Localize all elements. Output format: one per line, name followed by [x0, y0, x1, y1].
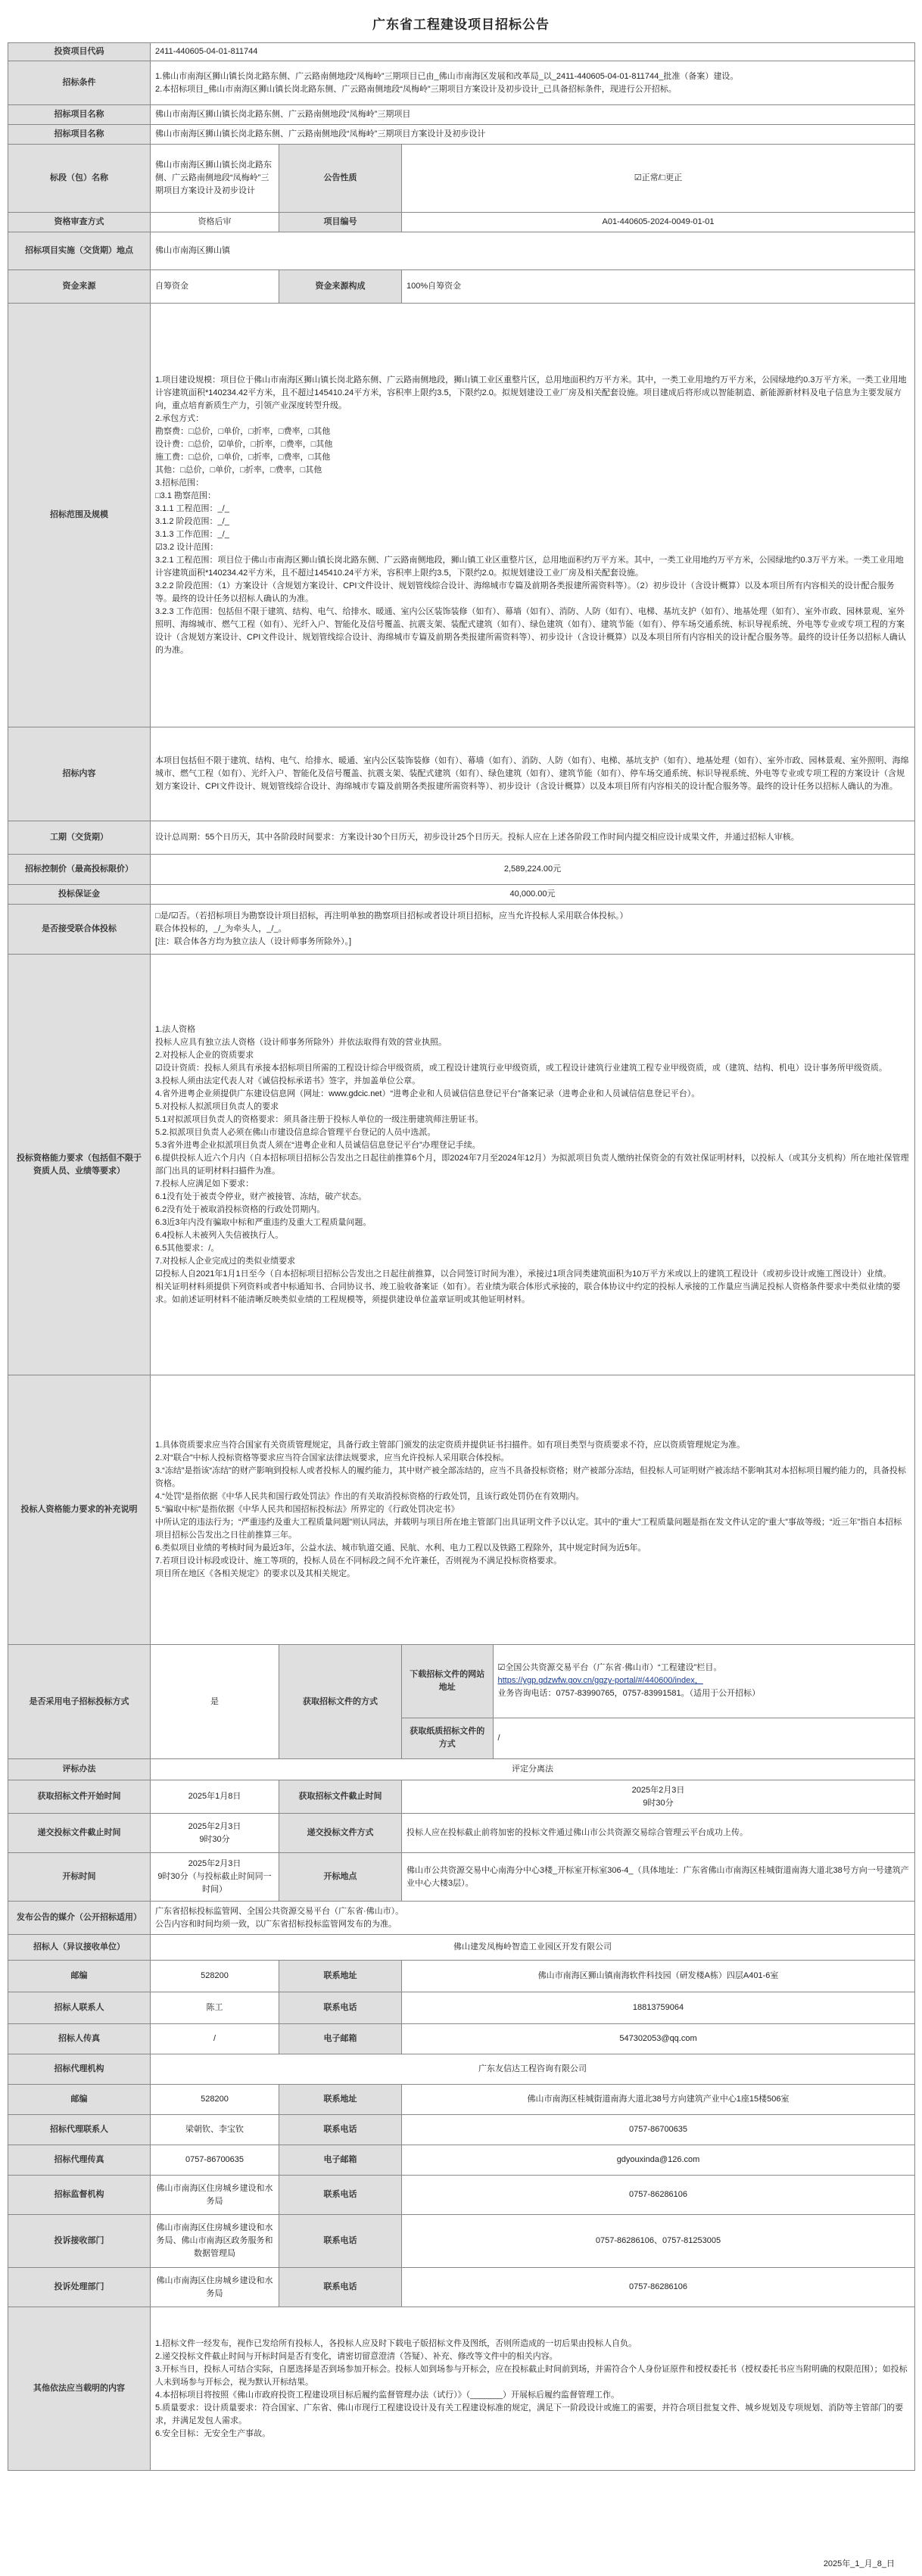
- other-line: 1.具体资质要求应当符合国家有关资质管理规定，具备行政主管部门颁发的法定资质并提供证书扫描件。如有项目类型与资质要求不符，应以资质管理规定为准。: [155, 1441, 746, 1450]
- qual-line: 5.2.拟派项目负责人必须在佛山市建设信息综合管理平台登记的人员中选派。: [155, 1127, 436, 1137]
- label: 招标内容: [8, 727, 151, 821]
- label: 投标保证金: [8, 885, 151, 905]
- value: 547302053@qq.com: [402, 2024, 915, 2054]
- row-e-bid: [8, 1645, 915, 1759]
- label: 获取纸质招标文件的方式: [402, 1718, 493, 1758]
- other-line: 项目所在地区《各相关规定》的要求以及其相关规定。: [155, 1569, 355, 1578]
- label: 下载招标文件的网站地址: [402, 1645, 493, 1718]
- value: [151, 1853, 279, 1902]
- other-line: 3.“冻结”是指该“冻结”的财产影响到投标人或者投标人的履约能力，其中财产被全部冻结的，应当不具备投标资格；财产被部分冻结，但投标人可证明财产被冻结不影响其对本招标项目履约能力的，具备投标资格。: [155, 1466, 906, 1488]
- label: 联系电话: [279, 1992, 402, 2024]
- page-title: 广东省工程建设项目招标公告: [372, 17, 550, 32]
- qual-line: 1.法人资格: [155, 1024, 196, 1034]
- scope-line: 3.1.3 工作范围：_/_: [155, 529, 229, 539]
- label: 联系电话: [279, 2215, 402, 2268]
- label: 招标代理传真: [8, 2145, 151, 2176]
- value: 评定分离法: [151, 1759, 915, 1780]
- value: 528200: [151, 1961, 279, 1992]
- notes-line: 1.招标文件一经发布，视作已发给所有投标人，各投标人应及时下载电子版招标文件及图纸，否则所造成的一切后果由投标人自负。: [155, 2338, 637, 2348]
- label: 招标人传真: [8, 2024, 151, 2054]
- value: 佛山市公共资源交易中心南海分中心3楼_开标室开标室306-4_（具体地址：广东省佛山市南海区桂城街道南海大道北38号方向一号建筑产业中心大楼3层）。: [402, 1853, 915, 1902]
- scope-line: 其他：□总价，□单价，□折率，□费率，□其他: [155, 465, 322, 475]
- label: 是否采用电子招标投标方式: [8, 1645, 151, 1759]
- label: 评标办法: [8, 1759, 151, 1780]
- value: 0757-86286106: [402, 2176, 915, 2215]
- value: 0757-86700635: [151, 2145, 279, 2176]
- value: 0757-86286106、0757-81253005: [402, 2215, 915, 2268]
- value: 自筹资金: [151, 270, 279, 304]
- end-time: 9时30分: [643, 1798, 674, 1808]
- other-line: 5.“骗取中标”是指依据《中华人民共和国招标投标法》所界定的《行政处罚决定书》: [155, 1505, 459, 1514]
- row-agent-zip: [8, 2085, 915, 2115]
- label: 资格审查方式: [8, 213, 151, 232]
- value: /: [151, 2024, 279, 2054]
- row-location: [8, 232, 915, 270]
- label: 投标资格能力要求（包括但不限于资质人员、业绩等要求）: [8, 955, 151, 1375]
- value: 18813759064: [402, 1992, 915, 2024]
- label: 邮编: [8, 1961, 151, 1992]
- value: 是: [151, 1645, 279, 1759]
- value: 投标人应在投标截止前将加密的投标文件通过佛山市公共资源交易综合管理云平台成功上传。: [402, 1814, 915, 1853]
- qual-line: 5.1对拟派项目负责人的资格要求：须具备注册于投标人单位的一级注册建筑师注册证书。: [155, 1114, 484, 1124]
- qual-line: 6.2没有处于被取消投标资格的行政处罚期内。: [155, 1204, 326, 1214]
- row-conditions: [8, 61, 915, 105]
- row-duration: [8, 821, 915, 855]
- value: 佛山市南海区狮山镇: [151, 232, 915, 270]
- row-agent: [8, 2054, 915, 2085]
- row-agent-fax: [8, 2145, 915, 2176]
- label: 项目编号: [279, 213, 402, 232]
- value: 本项目包括但不限于建筑、结构、电气、给排水、暖通、室内公区装饰装修（如有）、幕墙（如有）、消防、人防（如有）、电梯、基坑支护（如有）、地基处理（如有）、室外市政、园林景观、室外照明、海绵城市、燃气工程（如有）、光纤入户、智能化及信号覆盖、抗震支架、装配式建筑（如有）、绿色建筑（如有）、建筑节能（如有）、停车场交通系统、标识导视系统、外电等专业或专项工程的方案设计（含规划方案设计、CPI文件设计、规划管线综合设计、海绵城市专篇及前期各类报建所需资料等）、初步设计（含设计概算）以及本项目所有内容相关的设计配合服务等。最终的设计任务以招标人确认的为准。: [151, 727, 915, 821]
- qual-line: 投标人应具有独立法人资格（设计师事务所除外）并依法取得有效的营业执照。: [155, 1037, 447, 1047]
- value: 佛山建发凤梅岭智造工业园区开发有限公司: [151, 1935, 915, 1961]
- value: [402, 1645, 915, 1759]
- scope-line: 3.招标范围：: [155, 478, 204, 487]
- notes-line: 2.递交投标文件截止时间与开标时间是否有变化，请密切留意澄清（答疑）、补充、修改等文件中的相关内容。: [155, 2351, 558, 2361]
- label: 其他依法应当载明的内容: [8, 2307, 151, 2471]
- qual-line: ☑投标人自2021年1月1日至今（自本招标项目招标公告发出之日起往前推算，以合同签订时间为准），承接过1项含同类建筑面积为10万平方米或以上的建筑工程设计（或初步设计或施工图设计）业绩。: [155, 1269, 892, 1279]
- label: 投诉处理部门: [8, 2268, 151, 2307]
- deadline-time: 9时30分: [199, 1834, 230, 1844]
- scope-line: 3.2.3 工作范围：包括但不限于建筑、结构、电气、给排水、暖通、室内公区装饰装修（如有）、幕墙（如有）、消防、人防（如有）、电梯、基坑支护（如有）、地基处理（如有）、室外市政、园林景观、室外照明、海绵城市、燃气工程（如有）、光纤入户、智能化及信号覆盖、抗震支架、装配式建筑（如有）、绿色建筑（如有）、建筑节能（如有）、停车场交通系统、标识导视系统、外电等专业或专项工程的方案设计（含规划方案设计、CPI文件设计、规划管线综合设计、海绵城市专篇及前期各类报建所需资料等）、初步设计（含设计概算）以及本项目所有内容相关的设计配合服务等。最终的设计任务以招标人确认的为准。: [155, 606, 906, 655]
- label: 递交投标文件截止时间: [8, 1814, 151, 1853]
- value: 100%自筹资金: [402, 270, 915, 304]
- row-cap-price: [8, 855, 915, 885]
- row-scope: [8, 304, 915, 727]
- row-deposit: [8, 885, 915, 905]
- label: 投诉接收部门: [8, 2215, 151, 2268]
- opening-time: 9时30分（与投标截止时间同一时间）: [157, 1872, 272, 1894]
- qual-line: 2.对投标人企业的资质要求: [155, 1050, 254, 1060]
- scope-line: 1.项目建设规模：项目位于佛山市南海区狮山镇长岗北路东侧、广云路南侧地段，狮山镇工业区重整片区，总用地面积约万平方米。其中，一类工业用地约万平方米，公园绿地约0.3万平方米。一类工业用地计容建筑面积*140234.42平方米，且不超过145410.24平方米，容积率上限约3.5，下限约2.0。拟规划建设工业厂房及相关配套设施。项目建成后将形成以智能制造、新能源新材料及电子信息为主要发展方向，重点培育新质生产力，引领产业深度转型升级。: [155, 375, 907, 410]
- value: 梁朝钦、李宝钦: [151, 2115, 279, 2145]
- row-tenderer: [8, 1935, 915, 1961]
- value: [151, 61, 915, 105]
- value: [151, 1375, 915, 1645]
- value: 广东友信达工程咨询有限公司: [151, 2054, 915, 2085]
- row-paper: [402, 1718, 914, 1758]
- row-qualification: [8, 213, 915, 232]
- qual-line: 6.提供投标人近六个月内（自本招标项目招标公告发出之日起往前推算6个月，即2024年7月至2024年12月）为拟派项目负责人缴纳社保资金的有效社保证明材料，以投标人（或其分支机构）所在地社保管理部门出具的证明材料扫描件为准。: [155, 1153, 909, 1176]
- download-link[interactable]: https://ygp.gdzwfw.gov.cn/ggzy-portal/#/440600/index，: [497, 1676, 703, 1686]
- notice-table: [8, 42, 915, 2471]
- row-tenderer-contact: [8, 1992, 915, 2024]
- value: [151, 304, 915, 727]
- value: [151, 1814, 279, 1853]
- value: 2025年1月8日: [151, 1780, 279, 1814]
- value: ☑正常/□更正: [402, 145, 915, 213]
- value: 佛山市南海区狮山镇长岗北路东侧、广云路南侧地段“凤梅岭”三期项目方案设计及初步设计: [151, 125, 915, 145]
- row-content: [8, 727, 915, 821]
- row-complaint-receive: [8, 2215, 915, 2268]
- value: [151, 905, 915, 955]
- consortium-line: □是/☑否。（若招标项目为勘察设计项目招标，再注明单独的勘察项目招标或者设计项目招标，应当允许投标人采用联合体投标。）: [155, 911, 628, 920]
- qual-line: ☑设计资质：投标人须具有承接本招标项目所需的工程设计综合甲级资质，或工程设计建筑行业甲级资质，或工程设计建筑行业建筑工程专业甲级资质，或（建筑、结构、机电）设计事务所甲级资质。: [155, 1063, 887, 1073]
- value: 设计总周期：55个日历天，其中各阶段时间要求：方案设计30个日历天，初步设计25个日历天。投标人应在上述各阶段工作时间内提交相应设计成果文件，并通过招标人审核。: [151, 821, 915, 855]
- consortium-line: [注：联合体各方均为独立法人（设计师事务所除外）。]: [155, 937, 352, 946]
- label: 招标条件: [8, 61, 151, 105]
- value: 佛山市南海区狮山镇长岗北路东侧、广云路南侧地段“凤梅岭”三期项目: [151, 105, 915, 125]
- value: 佛山市南海区狮山镇长岗北路东侧、广云路南侧地段“凤梅岭”三期项目方案设计及初步设计: [151, 145, 279, 213]
- qual-line: 6.5其他要求：/。: [155, 1243, 220, 1253]
- label: 招标代理联系人: [8, 2115, 151, 2145]
- condition-line: 1.佛山市南海区狮山镇长岗北路东侧、广云路南侧地段“凤梅岭”三期项目已由_佛山市南海区发展和改革局_以_2411-440605-04-01-811744_批准（备案）建设。: [155, 71, 739, 81]
- row-qual-req: [8, 955, 915, 1375]
- other-line: 中所认定的违法行为；“严重违约及重大工程质量问题”则认同法，并载明与项目所在地主管部门出具证明文件予以认定。其中的“重大”工程质量问题是指在发文件认定的“重大”事故等级；“近三年”指自本招标项目招标公告发出之日往前推算三年。: [155, 1518, 902, 1540]
- qual-line: 相关证明材料须提供下列资料或者中标通知书、合同协议书、竣工验收备案证（如有）。若业绩为联合体形式承接的，联合体协议中约定的投标人承接的工作量应当满足投标人资格条件要求中类似业绩的要求。如前述证明材料不能清晰反映类似业绩的工程规模等，须提供建设单位盖章证明或其他证明材料。: [155, 1282, 901, 1304]
- value: [151, 1902, 915, 1935]
- consortium-line: 联合体投标的，_/_为牵头人，_/_。: [155, 924, 287, 933]
- value: 0757-86286106: [402, 2268, 915, 2307]
- label: 开标地点: [279, 1853, 402, 1902]
- media-line: 公告内容和时间均须一致，以广东省招标投标监管网发布的为准。: [155, 1919, 397, 1929]
- other-line: 7.若项目设计标段或设计、施工等项的，投标人员在不同标段之间不允许兼任，否则视为不满足投标资格要求。: [155, 1556, 562, 1565]
- scope-line: □3.1 勘察范围：: [155, 491, 216, 500]
- row-tenderer-zip: [8, 1961, 915, 1992]
- label: 招标项目实施（交货期）地点: [8, 232, 151, 270]
- value: 0757-86700635: [402, 2115, 915, 2145]
- label: 资金来源: [8, 270, 151, 304]
- scope-line: 3.2.1 工程范围：项目位于佛山市南海区狮山镇长岗北路东侧、广云路南侧地段，狮山镇工业区重整片区，总用地面积约万平方米。其中，一类工业用地约万平方米，公园绿地约0.3万平方米。一类工业用地计容建筑面积*140234.42平方米，且不超过145410.24平方米，容积率上限约3.5，下限约2.0。拟规划建设工业厂房及相关配套设施。: [155, 555, 904, 578]
- notes-line: 6.安全目标：无安全生产事故。: [155, 2428, 271, 2438]
- deadline-date: 2025年2月3日: [188, 1821, 241, 1831]
- row-section: [8, 145, 915, 213]
- qual-line: 7.对投标人企业完成过的类似业绩要求: [155, 1256, 296, 1266]
- row-period: [8, 1780, 915, 1814]
- value: 资格后审: [151, 213, 279, 232]
- qual-line: 4.省外进粤企业须提供广东建设信息网（网址：www.gdcic.net）“进粤企业和人员诚信信息登记平台”备案记录（进粤企业和人员诚信信息登记平台）。: [155, 1089, 700, 1098]
- row-project-code: [8, 43, 915, 61]
- row-project-name: [8, 105, 915, 125]
- row-media: [8, 1902, 915, 1935]
- label: 联系电话: [279, 2115, 402, 2145]
- label: 获取招标文件的方式: [279, 1645, 402, 1759]
- download-table: [402, 1645, 914, 1758]
- value: 2,589,224.00元: [151, 855, 915, 885]
- label: 联系电话: [279, 2176, 402, 2215]
- condition-line: 2.本招标项目_佛山市南海区狮山镇长岗北路东侧、广云路南侧地段“凤梅岭”三期项目方案设计及初步设计_已具备招标条件，现进行公开招标。: [155, 84, 677, 94]
- scope-line: ☑3.2 设计范围：: [155, 542, 219, 552]
- label: 招标代理机构: [8, 2054, 151, 2085]
- row-eval: [8, 1759, 915, 1780]
- qual-line: 6.3近3年内没有骗取中标和严重违约及重大工程质量问题。: [155, 1217, 372, 1227]
- value: 佛山市南海区住房城乡建设和水务局: [151, 2268, 279, 2307]
- label: 电子邮箱: [279, 2145, 402, 2176]
- scope-line: 3.2.2 阶段范围：（1）方案设计（含规划方案设计、CPI文件设计、规划管线综合设计、海绵城市专篇及前期各类报建所需资料等）。（2）初步设计（含设计概算）以及本项目所有内容相关的设计配合服务等。最终的设计任务以招标人确认的为准。: [155, 581, 895, 603]
- label: 获取招标文件截止时间: [279, 1780, 402, 1814]
- scope-line: 3.1.2 阶段范围：_/_: [155, 516, 229, 526]
- label: 发布公告的媒介（公开招标适用）: [8, 1902, 151, 1935]
- label: 公告性质: [279, 145, 402, 213]
- row-agent-contact: [8, 2115, 915, 2145]
- label: 投资项目代码: [8, 43, 151, 61]
- label: 投标人资格能力要求的补充说明: [8, 1375, 151, 1645]
- other-line: 6.类似项目业绩的考核时间为最近3年，公益水法、城市轨道交通、民航、水利、电力工程以及铁路工程除外，其中规定时间为近5年。: [155, 1543, 646, 1553]
- row-other-req: [8, 1375, 915, 1645]
- value: gdyouxinda@126.com: [402, 2145, 915, 2176]
- row-deadline: [8, 1814, 915, 1853]
- download-phone: 业务咨询电话：0757-83990765，0757-83991581。（适用于公开招标）: [497, 1689, 761, 1699]
- other-line: 4.“处罚”是指依据《中华人民共和国行政处罚法》作出的有关取消投标资格的行政处罚，且该行政处罚仍在有效期内。: [155, 1492, 584, 1501]
- media-line: 广东省招标投标监管网、全国公共资源交易平台（广东省·佛山市）。: [155, 1906, 404, 1916]
- scope-line: 勘察费：□总价，□单价，□折率，□费率，□其他: [155, 426, 331, 436]
- opening-date: 2025年2月3日: [188, 1859, 241, 1868]
- value: 佛山市南海区桂城街道南海大道北38号方向建筑产业中心1座15楼506室: [402, 2085, 915, 2115]
- qual-line: 7.投标人应满足如下要求：: [155, 1179, 254, 1188]
- value: 陈工: [151, 1992, 279, 2024]
- qual-line: 6.1没有处于被责令停业，财产被接管、冻结，破产状态。: [155, 1191, 367, 1201]
- scope-line: 2.承包方式：: [155, 413, 204, 423]
- label: 邮编: [8, 2085, 151, 2115]
- row-opening: [8, 1853, 915, 1902]
- label: 招标人（异议接收单位）: [8, 1935, 151, 1961]
- row-download: [402, 1645, 914, 1718]
- value: 2411-440605-04-01-811744: [151, 43, 915, 61]
- label: 电子邮箱: [279, 2024, 402, 2054]
- label: 招标控制价（最高投标限价）: [8, 855, 151, 885]
- label: 招标项目名称: [8, 125, 151, 145]
- download-site: ☑全国公共资源交易平台（广东省·佛山市）“工程建设”栏目。: [497, 1663, 722, 1673]
- label: 招标范围及规模: [8, 304, 151, 727]
- qual-line: 5.对投标人拟派项目负责人的要求: [155, 1101, 279, 1111]
- label: 招标项目名称: [8, 105, 151, 125]
- label: 标段（包）名称: [8, 145, 151, 213]
- qual-line: 6.4投标人未被列入失信被执行人。: [155, 1230, 284, 1240]
- value: 528200: [151, 2085, 279, 2115]
- value: 佛山市南海区狮山镇南海软件科技园（研发楼A栋）四层A401-6室: [402, 1961, 915, 1992]
- label: 联系地址: [279, 2085, 402, 2115]
- row-supervisor: [8, 2176, 915, 2215]
- notes-line: 4.本招标项目将按照《佛山市政府投资工程建设项目标后履约监督管理办法（试行）》（_______）开展标后履约监督管理工作。: [155, 2390, 619, 2400]
- row-notes: [8, 2307, 915, 2471]
- notes-line: 5.质量要求：设计质量要求：符合国家、广东省、佛山市现行工程建设设计及有关工程建设标准的规定，满足下一阶段设计或施工的需要，并符合项目批复文件、城乡规划及专项规划、消防等主管部门的要求，并满足发包人需求。: [155, 2403, 904, 2425]
- value: 佛山市南海区住房城乡建设和水务局、佛山市南海区政务服务和数据管理局: [151, 2215, 279, 2268]
- value: A01-440605-2024-0049-01-01: [402, 213, 915, 232]
- label: 是否接受联合体投标: [8, 905, 151, 955]
- row-complaint-handle: [8, 2268, 915, 2307]
- label: 联系电话: [279, 2268, 402, 2307]
- end-date: 2025年2月3日: [631, 1785, 685, 1795]
- label: 开标时间: [8, 1853, 151, 1902]
- label: 获取招标文件开始时间: [8, 1780, 151, 1814]
- value: /: [493, 1718, 914, 1758]
- row-tenderer-fax: [8, 2024, 915, 2054]
- qual-line: 3.投标人须由法定代表人对《诚信投标承诺书》签字，并加盖单位公章。: [155, 1076, 421, 1086]
- row-tender-name: [8, 125, 915, 145]
- scope-line: 设计费：□总价，☑单价，□折率，□费率，□其他: [155, 439, 333, 449]
- row-funding: [8, 270, 915, 304]
- qual-line: 5.3省外进粤企业拟派项目负责人须在“进粤企业和人员诚信信息登记平台”办理登记手续。: [155, 1140, 481, 1150]
- value: [151, 2307, 915, 2471]
- label: 招标监督机构: [8, 2176, 151, 2215]
- label: 联系地址: [279, 1961, 402, 1992]
- row-consortium: [8, 905, 915, 955]
- value: 佛山市南海区住房城乡建设和水务局: [151, 2176, 279, 2215]
- notice-date: 2025年_1_月_8_日: [823, 2559, 895, 2568]
- value: [151, 955, 915, 1375]
- notes-line: 3.开标当日，投标人可结合实际，自愿选择是否到场参加开标会。投标人如到场参与开标会，应在投标截止时间前到场，并需符合个人身份证原件和授权委托书（授权委托书应当附明确的权限范围）；如投标人未到场参与开标会，视为默认开标结果。: [155, 2364, 908, 2387]
- other-line: 2.对“联合”中标人投标资格等要求应当符合国家法律法规要求，应当允许投标人采用联合体投标。: [155, 1453, 509, 1462]
- label: 资金来源构成: [279, 270, 402, 304]
- label: 招标人联系人: [8, 1992, 151, 2024]
- scope-line: 3.1.1 工程范围：_/_: [155, 503, 229, 513]
- value: [402, 1780, 915, 1814]
- scope-line: 施工费：□总价，□单价，□折率，□费率，□其他: [155, 452, 331, 462]
- label: 工期（交货期）: [8, 821, 151, 855]
- label: 递交投标文件方式: [279, 1814, 402, 1853]
- value: [493, 1645, 914, 1718]
- value: 40,000.00元: [151, 885, 915, 905]
